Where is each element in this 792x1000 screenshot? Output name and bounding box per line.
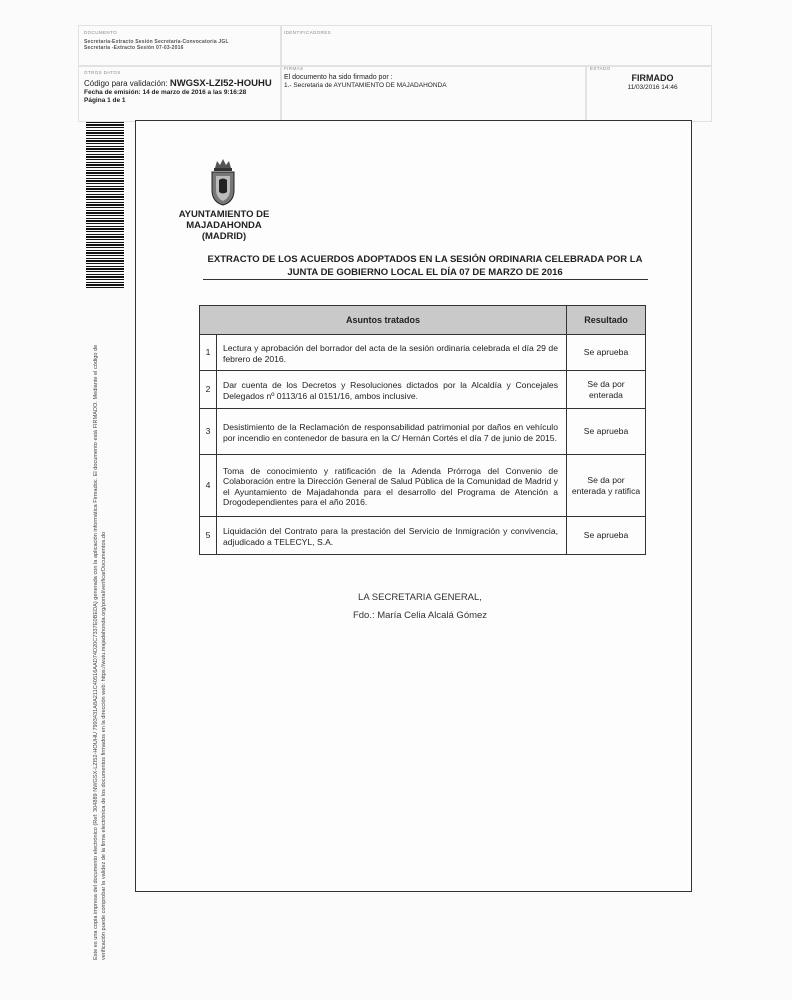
identificadores-label: IDENTIFICADORES (284, 30, 332, 35)
header-resultado: Resultado (567, 306, 646, 335)
codigo-prefix: Código para validación: (84, 79, 168, 88)
table-header-row (200, 306, 646, 335)
row-subject: Lectura y aprobación del borrador del acta de la sesión ordinaria celebrada el día 29 de febrero de 2016. (217, 335, 567, 371)
row-subject: Toma de conocimiento y ratificación de la Adenda Prórroga del Convenio de Colaboración entre la Dirección General de Salud Pública de la Comunidad de Madrid y el Ayuntamiento de Majadahonda para el desarrollo del Programa de Atención a Drogodependientes para el año 2016. (217, 455, 567, 517)
documento-text: Secretaria-Extracto Sesión Secretaría-Convocatoria JGL Secretaria -Extracto Sesión 07-03-2016 (84, 39, 229, 51)
firmas-item: 1.- Secretaria de AYUNTAMIENTO DE MAJADAHONDA (284, 82, 447, 89)
row-result: Se aprueba (567, 335, 646, 371)
verification-line-1: Este es una copia impresa del documento electrónico (Ref: 304889 NWGSX-LZI52-HOUHU 7993431A8A211C40516AAD74D20C7337E0BEDA) generada con la aplicación informática Firmadoc. El documento está FIRMADO. Mediante el código de (93, 344, 99, 960)
signature-title: LA SECRETARIA GENERAL, (358, 592, 482, 603)
table-row (200, 517, 646, 555)
verification-line-2: verificación puede comprobar la validez de la firma electrónica de los documentos firmados en la dirección web: https://wutu.majadahonda.org/portal/verificarDocumentos.do (100, 531, 107, 960)
signature-name: Fdo.: María Celia Alcalá Gómez (352, 610, 488, 621)
table-row (200, 335, 646, 371)
row-result: Se aprueba (567, 517, 646, 555)
row-result: Se da por enterada (567, 371, 646, 409)
documento-label: DOCUMENTO (84, 30, 118, 35)
row-number: 2 (200, 371, 217, 409)
row-number: 3 (200, 409, 217, 455)
row-result: Se aprueba (567, 409, 646, 455)
table-row (200, 371, 646, 409)
estado-label: ESTADO (590, 66, 611, 71)
row-subject: Desistimiento de la Reclamación de responsabilidad patrimonial por daños en vehículo por incendio en contenedor de basura en la C/ Hernán Cortés el día 7 de junio de 2015. (217, 409, 567, 455)
coat-of-arms-icon (207, 158, 239, 206)
agreements-table (199, 305, 646, 555)
codigo-value: NWGSX-LZI52-HOUHU (169, 78, 272, 89)
row-number: 5 (200, 517, 217, 555)
row-result: Se da por enterada y ratifica (567, 455, 646, 517)
firmas-label: FIRMAS (284, 66, 304, 71)
title-line-1: EXTRACTO DE LOS ACUERDOS ADOPTADOS EN LA SESIÓN ORDINARIA CELEBRADA POR LA (207, 254, 643, 265)
barcode (86, 122, 124, 290)
firmas-text: El documento ha sido firmado por : (284, 74, 393, 81)
table-row (200, 455, 646, 517)
document-title (196, 253, 654, 279)
title-line-2: JUNTA DE GOBIERNO LOCAL EL DÍA 07 DE MARZO DE 2016 (287, 267, 563, 278)
header-box-identificadores (280, 25, 712, 67)
organization-name (176, 209, 272, 242)
otros-datos-label: OTROS DATOS (84, 70, 121, 75)
org-line-1: AYUNTAMIENTO DE (178, 209, 270, 220)
org-line-2: MAJADAHONDA (186, 220, 262, 231)
verification-side-text (93, 300, 108, 960)
row-number: 4 (200, 455, 217, 517)
row-subject: Dar cuenta de los Decretos y Resoluciones dictados por la Alcaldía y Concejales Delegados nº 0113/16 al 0151/16, ambos inclusive. (217, 371, 567, 409)
header-asuntos: Asuntos tratados (200, 306, 567, 335)
estado-value: FIRMADO (631, 73, 674, 83)
codigo-validacion (84, 78, 272, 89)
org-line-3: (MADRID) (201, 231, 247, 242)
estado-date: 11/03/2016 14:46 (627, 84, 678, 91)
row-number: 1 (200, 335, 217, 371)
pagina: Página 1 de 1 (84, 97, 126, 104)
table-row (200, 409, 646, 455)
row-subject: Liquidación del Contrato para la prestación del Servicio de Inmigración y convivencia, adjudicado a TELECYL, S.A. (217, 517, 567, 555)
fecha-emision: Fecha de emisión: 14 de marzo de 2016 a las 9:16:28 (84, 89, 247, 96)
title-underline (203, 279, 648, 280)
